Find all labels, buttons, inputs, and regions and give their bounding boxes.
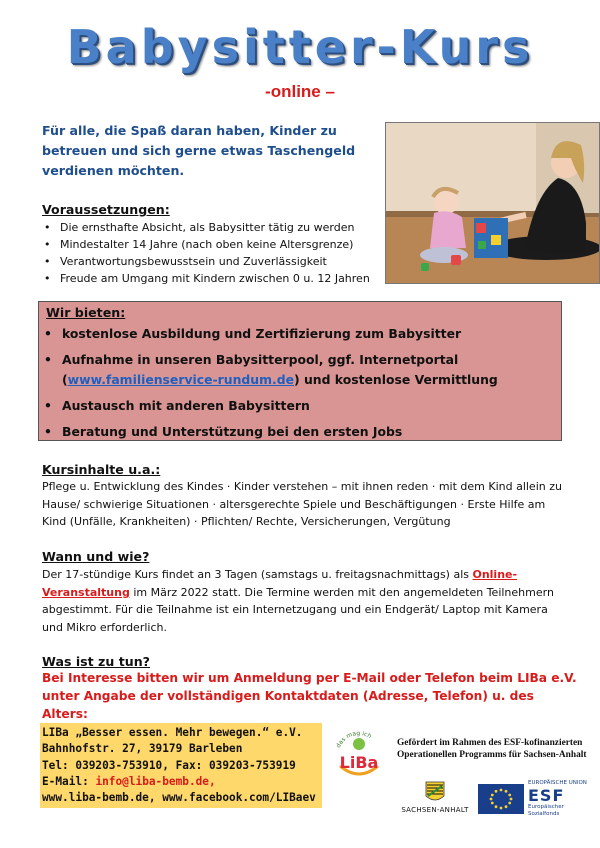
eu-label: EUROPÄISCHE UNION	[528, 780, 587, 786]
requirements-heading: Voraussetzungen:	[42, 202, 170, 217]
contact-org: LIBa „Besser essen. Mehr bewegen.“ e.V.	[42, 726, 303, 739]
babysitter-photo	[385, 122, 600, 284]
esf-sub2: Sozialfonds	[528, 811, 560, 817]
contact-phone: Tel: 039203-753910, Fax: 039203-753919	[42, 758, 296, 772]
page-title: Babysitter-Kurs	[66, 20, 534, 74]
when-text-after: im März 2022 statt. Die Termine werden mit den angemeldeten Teilnehmern abgestimmt. Für die Teilnahme ist ein Internetzugang und ein Endgerät/ Laptop mit Kamera und Mikro erforderlich.	[42, 585, 554, 634]
list-item: • Mindestalter 14 Jahre (nach oben keine Altersgrenze)	[42, 236, 370, 253]
contact-web: www.liba-bemb.de, www.facebook.com/LIBaev	[42, 791, 316, 805]
todo-heading: Was ist zu tun?	[42, 654, 150, 669]
sachsen-label: SACHSEN-ANHALT	[401, 806, 469, 814]
offer-link-close: )	[294, 372, 300, 387]
liba-logo	[330, 726, 388, 784]
intro-text: Für alle, die Spaß daran haben, Kinder zu betreuen und sich gerne etwas Taschengeld verdienen möchten.	[42, 123, 356, 178]
todo-text: Bei Interesse bitten wir um Anmeldung per E-Mail oder Telefon beim LIBa e.V. unter Angabe der vollständigen Kontaktdaten (Adresse, Telefon) u. des Alters:	[42, 671, 577, 721]
sachsen-anhalt-logo	[400, 780, 470, 820]
course-heading: Kursinhalte u.a.:	[42, 462, 161, 477]
offer-item2-line2: und kostenlose Vermittlung	[299, 372, 498, 387]
eu-flag-icon	[478, 784, 524, 814]
esf-sub1: Europäischer	[528, 804, 564, 810]
course-text: Pflege u. Entwicklung des Kindes · Kinder verstehen – mit ihnen reden · mit dem Kind allein zu Hause/ schwierige Situationen · altersgerechte Spiele und Beschäftigungen · Erste Hilfe am Kind (Unfälle, Krankheiten) · Pflichten/ Rechte, Versicherungen, Vergütung	[42, 480, 562, 528]
list-item: • Verantwortungsbewusstsein und Zuverlässigkeit	[42, 253, 370, 270]
email-label: E-Mail:	[42, 774, 96, 788]
offer-heading: Wir bieten:	[46, 305, 126, 320]
contact-address: Bahnhofstr. 27, 39179 Barleben	[42, 742, 243, 756]
requirements-list	[42, 219, 370, 287]
esf-label: ESF	[528, 786, 565, 805]
familienservice-link[interactable]: www.familienservice-rundum.de	[67, 372, 294, 387]
list-item: • Beratung und Unterstützung bei den ersten Jobs	[42, 422, 498, 442]
svg-text:LiBa: LiBa	[339, 753, 379, 772]
when-text	[42, 566, 562, 636]
contact-box	[40, 723, 322, 808]
when-heading: Wann und wie?	[42, 549, 150, 564]
list-item: • Die ernsthafte Absicht, als Babysitter tätig zu werden	[42, 219, 370, 236]
contact-email-row	[42, 774, 319, 790]
page-subtitle: -online –	[265, 82, 335, 101]
funding-text: Gefördert im Rahmen des ESF-kofinanzierten Operationellen Programms für Sachsen-Anhalt	[397, 738, 587, 760]
offer-link-open: (	[62, 372, 68, 387]
offer-item2-line1: Aufnahme in unseren Babysitterpool, ggf. Internetportal	[62, 352, 459, 367]
list-item	[42, 350, 498, 390]
email-link[interactable]: info@liba-bemb.de,	[95, 774, 216, 788]
list-item: • Freude am Umgang mit Kindern zwischen 0 u. 12 Jahren	[42, 270, 370, 287]
list-item: • kostenlose Ausbildung und Zertifizierung zum Babysitter	[42, 324, 498, 344]
when-text-before: Der 17-stündige Kurs findet an 3 Tagen (samstags u. freitagsnachmittags) als	[42, 568, 473, 581]
esf-logo	[528, 780, 600, 818]
online-event-link[interactable]: Online-Veranstaltung	[42, 568, 518, 599]
list-item: • Austausch mit anderen Babysittern	[42, 396, 498, 416]
svg-text:das mag ich: das mag ich	[334, 729, 373, 750]
offer-list	[42, 324, 498, 448]
offer-box	[38, 301, 562, 441]
